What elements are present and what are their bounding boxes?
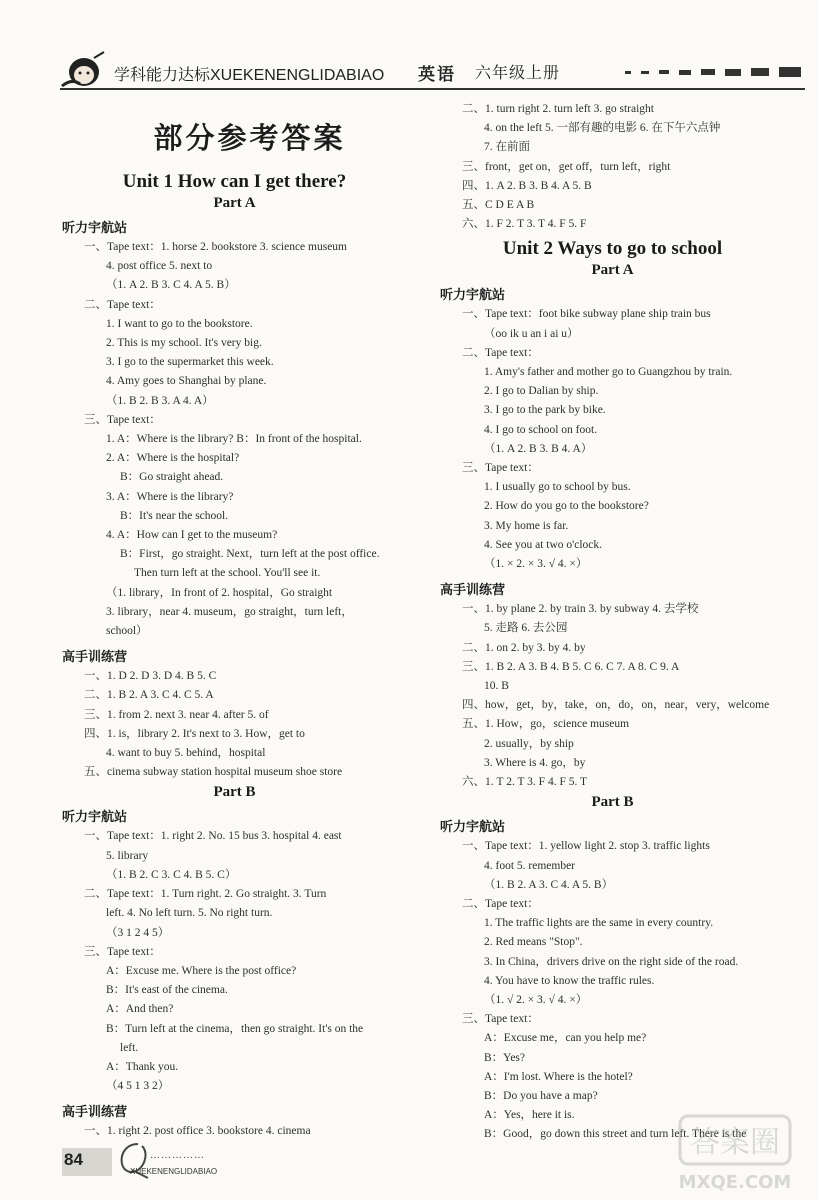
section-heading: 听力宇航站: [440, 288, 506, 304]
answer-line: A：And then?: [106, 1003, 174, 1016]
answer-line: （3 1 2 4 5）: [106, 926, 170, 939]
answer-line: 二、1. on 2. by 3. by 4. by: [462, 641, 586, 654]
answer-line: 五、1. How，go，science museum: [462, 718, 630, 731]
answer-line: （1. × 2. × 3. √ 4. ×）: [484, 558, 588, 571]
answer-line: 4. I go to school on foot.: [484, 423, 598, 436]
answer-line: 三、Tape text：: [462, 462, 539, 475]
answer-line: 7. 在前面: [484, 141, 530, 154]
answer-line: 4. Amy goes to Shanghai by plane.: [106, 375, 267, 388]
section-heading: 高手训练营: [62, 1105, 128, 1121]
answer-line: 3. Where is 4. go，by: [484, 756, 586, 769]
answer-line: 4. A：How can I get to the museum?: [106, 529, 278, 542]
mascot-logo-icon: [58, 50, 106, 90]
unit1-partA-title: Part A: [213, 195, 256, 211]
answer-line: 3. I go to the park by bike.: [484, 404, 606, 417]
answer-line: 三、Tape text：: [462, 1013, 539, 1026]
answer-line: 三、Tape text：: [84, 945, 161, 958]
unit2-partA-title: Part A: [591, 262, 634, 279]
answer-line: 2. How do you go to the bookstore?: [484, 500, 649, 513]
answer-line: B：Turn left at the cinema，then go straight. It's on the: [106, 1022, 364, 1035]
right-column: [440, 100, 785, 1145]
answer-line: B：First，go straight. Next，turn left at the post office.: [120, 548, 380, 561]
answer-line: left.: [120, 1041, 139, 1054]
answer-line: A：Thank you.: [106, 1060, 179, 1073]
answer-line: A：I'm lost. Where is the hotel?: [484, 1070, 633, 1083]
answer-line: 1. I usually go to school by bus.: [484, 481, 631, 494]
answer-line: 3. library，near 4. museum，go straight，turn left，: [106, 605, 353, 618]
answer-line: A：Yes，here it is.: [484, 1109, 575, 1122]
answer-line: 二、1. B 2. A 3. C 4. C 5. A: [84, 689, 214, 702]
answer-line: 2. Red means "Stop".: [484, 936, 583, 949]
answer-line: 1. I want to go to the bookstore.: [106, 317, 253, 330]
answer-line: 4. on the left 5. 一部有趣的电影 6. 在下午六点钟: [484, 122, 721, 135]
watermark-url: MXQE.COM: [678, 1172, 792, 1193]
answer-line: 5. 走路 6. 去公园: [484, 622, 568, 635]
answer-line: （1. B 2. A 3. C 4. A 5. B）: [484, 878, 614, 891]
header-dash-decoration: [625, 66, 810, 80]
answer-line: 2. A：Where is the hospital?: [106, 452, 240, 465]
answer-line: 2. This is my school. It's very big.: [106, 337, 262, 350]
answer-line: 一、Tape text：1. horse 2. bookstore 3. science museum: [84, 241, 347, 253]
answer-line: 二、Tape text：1. Turn right. 2. Go straight. 3. Turn: [84, 888, 327, 901]
watermark-logo-icon: [660, 1108, 810, 1198]
answer-line: 一、Tape text：foot bike subway plane ship train bus: [462, 308, 711, 321]
answer-line: （4 5 1 3 2）: [106, 1080, 170, 1093]
answer-line: 4. You have to know the traffic rules.: [484, 974, 655, 987]
answer-line: 一、Tape text：1. right 2. No. 15 bus 3. hospital 4. east: [84, 830, 342, 843]
answer-line: （1. A 2. B 3. C 4. A 5. B）: [106, 279, 236, 292]
answer-line: 六、1. F 2. T 3. T 4. F 5. F: [462, 218, 587, 231]
answer-line: 二、Tape text：: [84, 298, 161, 311]
footer-dots: ……………: [150, 1150, 205, 1161]
header-rule: [60, 88, 805, 90]
answer-line: 3. In China，drivers drive on the right side of the road.: [484, 955, 739, 968]
section-heading: 高手训练营: [62, 650, 128, 666]
answer-line: 一、1. D 2. D 3. D 4. B 5. C: [84, 670, 217, 683]
answer-line: （1. √ 2. × 3. √ 4. ×）: [484, 993, 588, 1006]
answer-line: 3. A：Where is the library?: [106, 490, 234, 503]
answer-line: （1. B 2. B 3. A 4. A）: [106, 394, 214, 407]
answer-line: 1. A：Where is the library? B：In front of the hospital.: [106, 433, 362, 446]
answer-line: 六、1. T 2. T 3. F 4. F 5. T: [462, 776, 588, 789]
answer-line: 4. post office 5. next to: [106, 260, 213, 273]
answer-line: B：Good，go down this street and turn left. There is the: [484, 1128, 747, 1141]
answer-line: 二、Tape text：: [462, 346, 539, 359]
answer-line: 1. The traffic lights are the same in every country.: [484, 917, 714, 930]
answer-line: 2. usually，by ship: [484, 737, 574, 750]
answer-line: 4. See you at two o'clock.: [484, 538, 603, 551]
answer-line: 10. B: [484, 680, 509, 693]
answer-line: A：Excuse me，can you help me?: [484, 1032, 647, 1045]
answer-line: 三、Tape text：: [84, 413, 161, 426]
answer-line: 2. I go to Dalian by ship.: [484, 385, 599, 398]
answer-line: B：It's near the school.: [120, 509, 229, 522]
section-heading: 听力宇航站: [62, 221, 128, 236]
subject-label: 英语: [418, 65, 456, 85]
answer-line: 四、1. A 2. B 3. B 4. A 5. B: [462, 179, 592, 192]
answer-line: 4. foot 5. remember: [484, 859, 576, 872]
section-heading: 听力宇航站: [440, 820, 506, 836]
answer-line: 4. want to buy 5. behind，hospital: [106, 747, 266, 760]
page-header: [0, 0, 819, 96]
answer-line: B：Go straight ahead.: [120, 471, 224, 484]
answer-line: 三、front，get on，get off，turn left，right: [462, 160, 671, 173]
answer-line: 3. I go to the supermarket this week.: [106, 356, 274, 369]
answer-line: 三、1. from 2. next 3. near 4. after 5. of: [84, 708, 269, 721]
answer-line: 五、cinema subway station hospital museum shoe store: [84, 766, 343, 779]
grade-label: 六年级上册: [475, 63, 561, 82]
unit1-partB-title: Part B: [213, 784, 256, 801]
answer-line: Then turn left at the school. You'll see it.: [134, 567, 321, 580]
answer-line: A：Excuse me. Where is the post office?: [106, 964, 297, 977]
answer-line: school）: [106, 625, 148, 638]
page-title: 部分参考答案: [153, 121, 346, 155]
answer-line: 五、C D E A B: [462, 199, 535, 212]
answer-line: B：It's east of the cinema.: [106, 984, 228, 997]
section-heading: 听力宇航站: [62, 810, 128, 826]
answer-line: left. 4. No left turn. 5. No right turn.: [106, 907, 273, 920]
answer-line: 二、1. turn right 2. turn left 3. go straight: [462, 103, 654, 115]
section-heading: 高手训练营: [440, 583, 506, 599]
answer-line: 三、1. B 2. A 3. B 4. B 5. C 6. C 7. A 8. C 9. A: [462, 660, 680, 673]
unit1-title: Unit 1 How can I get there?: [122, 171, 347, 192]
answer-line: （oo ik u an i ai u）: [484, 327, 579, 340]
answer-line: 一、1. right 2. post office 3. bookstore 4. cinema: [84, 1125, 311, 1138]
answer-line: （1. B 2. C 3. C 4. B 5. C）: [106, 868, 237, 881]
answer-line: 1. Amy's father and mother go to Guangzhou by train.: [484, 366, 733, 379]
answer-line: 四、1. is，library 2. It's next to 3. How，get to: [84, 727, 305, 740]
answer-line: B：Do you have a map?: [484, 1089, 598, 1102]
answer-line: 一、Tape text：1. yellow light 2. stop 3. traffic lights: [462, 840, 710, 853]
answer-line: 5. library: [106, 849, 149, 862]
left-column: [62, 100, 407, 1142]
answer-line: （1. library，In front of 2. hospital，Go straight: [106, 586, 333, 599]
answer-line: 3. My home is far.: [484, 519, 569, 532]
unit2-partB-title: Part B: [591, 794, 634, 811]
answer-line: 四、how，get，by，take，on，do，on，near，very，welcome: [462, 699, 770, 712]
watermark-text: 答案圈: [690, 1125, 780, 1160]
brand-title: 学科能力达标XUEKENENGLIDABIAO: [114, 67, 385, 84]
answer-line: （1. A 2. B 3. B 4. A）: [484, 442, 593, 455]
answer-line: B：Yes?: [484, 1051, 526, 1064]
answer-line: 二、Tape text：: [462, 897, 539, 910]
answer-line: 一、1. by plane 2. by train 3. by subway 4. 去学校: [462, 603, 699, 616]
page-number: 84: [64, 1150, 83, 1169]
unit2-title: Unit 2 Ways to go to school: [502, 238, 723, 260]
footer-brand: XUEKENENGLIDABIAO: [130, 1167, 218, 1176]
